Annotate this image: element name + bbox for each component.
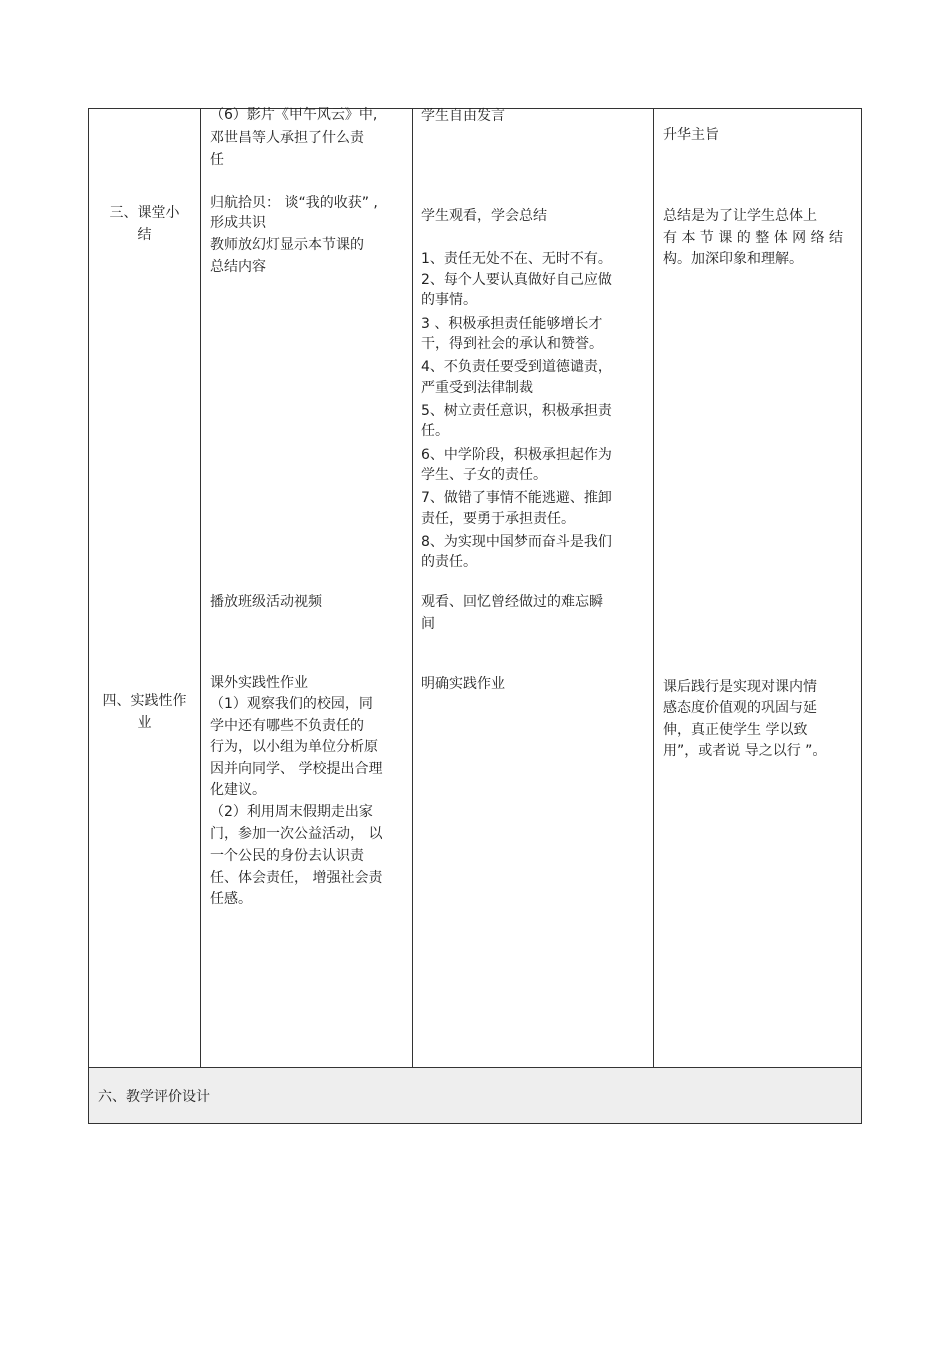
homework-text: 行为，以小组为单位分析原 (210, 739, 378, 755)
homework-text: 课外实践性作业 (210, 675, 308, 691)
column-divider-1 (200, 108, 201, 1068)
homework-text: 化建议。 (210, 782, 266, 798)
design-intent-text: 伸，真正使学生 学以致 (663, 722, 808, 738)
summary-point: 8、为实现中国梦而奋斗是我们 (421, 534, 612, 550)
design-intent-text: 有 本 节 课 的 整 体 网 络 结 (663, 230, 844, 246)
table-border-bottom (88, 1123, 862, 1124)
stage-label-practice-line1: 四、实践性作 (102, 693, 187, 709)
design-intent-text: 用”，或者说 导之以行 ”。 (663, 743, 827, 759)
design-intent-text: 构。加深印象和理解。 (663, 251, 803, 267)
design-intent-text: 感态度价值观的巩固与延 (663, 700, 817, 716)
teacher-activity-text: 归航拾贝： 谈“我的收获” , (210, 195, 378, 211)
homework-text: 学中还有哪些不负责任的 (210, 718, 364, 734)
summary-point: 1、责任无处不在、无时不有。 (421, 251, 612, 267)
homework-text: 因并向同学、 学校提出合理 (210, 761, 383, 777)
evaluation-design-heading: 六、教学评价设计 (98, 1089, 210, 1105)
teacher-activity-text: 任 (210, 152, 224, 168)
student-activity-text: 明确实践作业 (421, 676, 505, 692)
stage-label-summary-line2: 结 (137, 227, 152, 243)
column-divider-3 (653, 108, 654, 1068)
design-intent-text: 课后践行是实现对课内情 (663, 679, 817, 695)
homework-text: （1）观察我们的校园，同 (210, 696, 373, 712)
teacher-activity-text: 形成共识 (210, 215, 266, 231)
summary-point: 严重受到法律制裁 (421, 380, 533, 396)
design-intent-text: 升华主旨 (663, 127, 719, 143)
table-border-left (88, 108, 89, 1124)
summary-point: 3 、积极承担责任能够增长才 (421, 316, 603, 332)
summary-point: 4、不负责任要受到道德谴责， (421, 359, 612, 375)
column-divider-2 (412, 108, 413, 1068)
teacher-activity-text: 总结内容 (210, 259, 266, 275)
student-activity-text: 间 (421, 616, 435, 632)
student-activity-text: 学生观看，学会总结 (421, 208, 547, 224)
student-activity-text: 观看、回忆曾经做过的难忘瞬 (421, 594, 603, 610)
summary-point: 的责任。 (421, 554, 477, 570)
design-intent-text: 总结是为了让学生总体上 (663, 208, 817, 224)
stage-label-practice-line2: 业 (137, 715, 152, 731)
summary-point: 学生、子女的责任。 (421, 467, 547, 483)
table-border-row-divider (88, 1067, 862, 1068)
homework-text: 任感。 (210, 891, 252, 907)
summary-point: 2、每个人要认真做好自己应做 (421, 272, 612, 288)
teacher-activity-text: 播放班级活动视频 (210, 594, 322, 610)
homework-text: （2）利用周末假期走出家 (210, 804, 373, 820)
stage-label-summary-line1: 三、课堂小 (109, 205, 180, 221)
homework-text: 任、体会责任， 增强社会责 (210, 870, 383, 886)
summary-point: 5、树立责任意识，积极承担责 (421, 403, 612, 419)
teacher-activity-text: 教师放幻灯显示本节课的 (210, 237, 364, 253)
teacher-activity-text: （6）影片《甲午风云》中, (210, 107, 378, 123)
summary-point: 6、中学阶段，积极承担起作为 (421, 447, 612, 463)
table-border-right (861, 108, 862, 1124)
student-activity-text: 学生自由发言 (421, 108, 505, 124)
homework-text: 一个公民的身份去认识责 (210, 848, 364, 864)
summary-point: 任。 (421, 423, 449, 439)
summary-point: 干，得到社会的承认和赞誉。 (421, 336, 603, 352)
summary-point: 7、做错了事情不能逃避、推卸 (421, 490, 612, 506)
homework-text: 门，参加一次公益活动， 以 (210, 826, 383, 842)
summary-point: 责任，要勇于承担责任。 (421, 511, 575, 527)
summary-point: 的事情。 (421, 292, 477, 308)
teacher-activity-text: 邓世昌等人承担了什么责 (210, 130, 364, 146)
